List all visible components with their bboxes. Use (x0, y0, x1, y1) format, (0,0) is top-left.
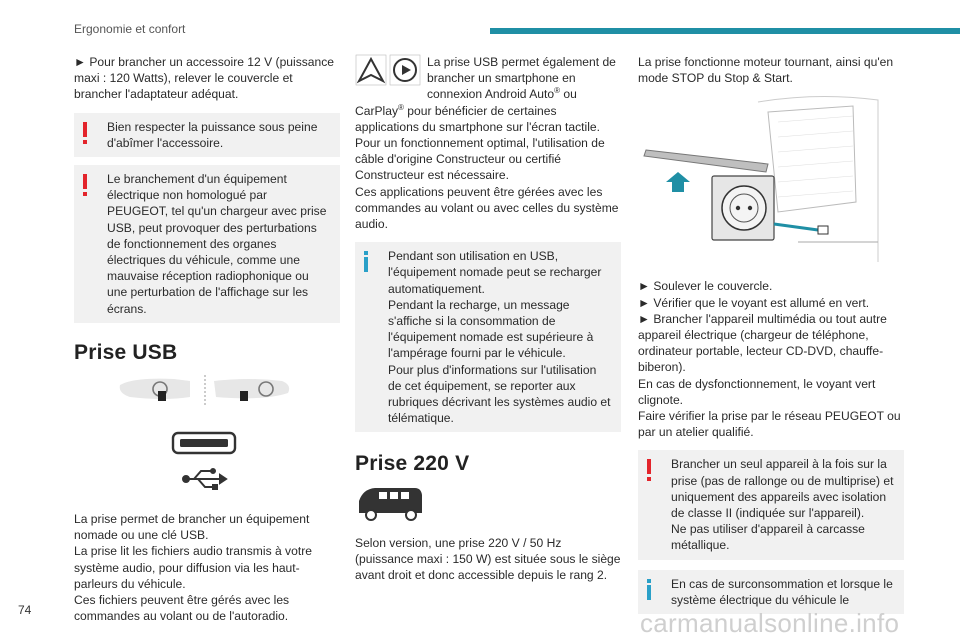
socket-steps: ► Soulever le couvercle. ► Vérifier que le voyant est allumé en vert. ► Brancher l'appareil multimédia ou tout autre appareil électrique (chargeur de téléphone, ordinateur portable, lecteur CD-DVD, chauffe-biberon). En cas de dysfonctionnement, le voyant vert clignote. Faire vérifier la prise par le réseau PEUGEOT ou par un atelier qualifié. (638, 279, 901, 440)
android-auto-carplay-icons (355, 54, 421, 92)
power-socket-icon (712, 176, 774, 240)
column-3 (638, 54, 904, 614)
header-title: Ergonomie et confort (74, 22, 186, 36)
warning-icon (83, 122, 87, 137)
prise-220-title: Prise 220 V (355, 452, 470, 476)
registered-mark: ® (554, 86, 560, 96)
warning-2-text: Le branchement d'un équipement électrique non homologué par PEUGEOT, tel qu'un chargeur avec prise USB, peut provoquer des perturbations de fonctionnement des organes électriques du véhicule, comme une mauvaise réception radiophonique ou une perturbation de l'affichage sur les écrans. (107, 172, 330, 316)
info-usb-text: Pendant son utilisation en USB, l'équipement nomade peut se recharger automatiquement. Pendant la recharge, un message s'affiche si la consommation de l'équipement nomade est supérieure à l'ampérage fourni par le véhicule. Pour plus d'informations sur l'utilisation de cet équipement, se reporter aux rubriques décrivant les systèmes audio et télématique. (388, 249, 611, 426)
warning-icon (83, 174, 87, 189)
col1-intro: ► Pour brancher un accessoire 12 V (puissance maxi : 120 Watts), relever le couvercle et brancher l'adaptateur adéquat. (74, 55, 335, 102)
text-part-b: ou CarPlay (355, 87, 581, 118)
text-part-a: La prise USB permet également de brancher un smartphone en connexion Android Auto (427, 55, 620, 102)
header-accent-bar (490, 28, 960, 34)
usb-symbol-icon (183, 469, 226, 489)
android-auto-icon (356, 55, 386, 85)
info-box-usb (355, 242, 621, 432)
warning-220-text: Brancher un seul appareil à la fois sur la prise (pas de rallonge ou de multiprise) et uniquement des appareils avec isolation de classe II (indiquée sur l'appareil). Ne pas utiliser d'appareil à carcasse métallique. (671, 457, 894, 553)
watermark: carmanualsonline.info (640, 608, 900, 638)
warning-box-220 (638, 450, 904, 559)
page-number: 74 (18, 603, 32, 617)
column-2 (355, 54, 621, 583)
text-part-c: pour bénéficier de certaines applications du smartphone sur l'écran tactile. Pour un fonctionnement optimal, l'utilisation de câble d'origine Constructeur ou certifié Constructeur est nécessaire. Ces applications peuvent être gérées avec les commandes au volant ou avec celles du système audio. (355, 103, 619, 232)
warning-box-1 (74, 113, 340, 157)
info-icon (364, 251, 368, 255)
registered-mark: ® (398, 102, 404, 112)
warning-box-2 (74, 165, 340, 323)
prise-220-text: Selon version, une prise 220 V / 50 Hz (puissance maxi : 150 W) est située sous le siège avant droit et donc accessible depuis le rang 2. (355, 535, 621, 583)
column-1 (74, 54, 340, 624)
carplay-icon (390, 55, 420, 85)
usb-section-title: Prise USB (74, 340, 178, 364)
dashboard-left-icon (120, 379, 190, 401)
van-icon (355, 483, 425, 525)
info-220-text: En cas de surconsommation et lorsque le système électrique du véhicule le (671, 576, 893, 607)
usb-description: La prise permet de brancher un équipement nomade ou une clé USB. La prise lit les fichiers audio transmis à votre système audio, pour diffusion via les haut-parleurs du véhicule. Ces fichiers peuvent être gérés avec les commandes au volant ou de l'autoradio. (74, 512, 312, 624)
arrow-up-icon (666, 172, 690, 192)
usb-port-icon (173, 433, 235, 453)
usb-location-illustration (74, 367, 340, 503)
col3-intro: La prise fonctionne moteur tournant, ainsi qu'en mode STOP du Stop & Start. (638, 55, 894, 86)
dashboard-right-icon (214, 379, 289, 401)
warning-icon (647, 459, 651, 474)
seat-socket-illustration (638, 92, 904, 270)
warning-1-text: Bien respecter la puissance sous peine d'abîmer l'accessoire. (107, 119, 318, 150)
info-icon (647, 579, 651, 583)
